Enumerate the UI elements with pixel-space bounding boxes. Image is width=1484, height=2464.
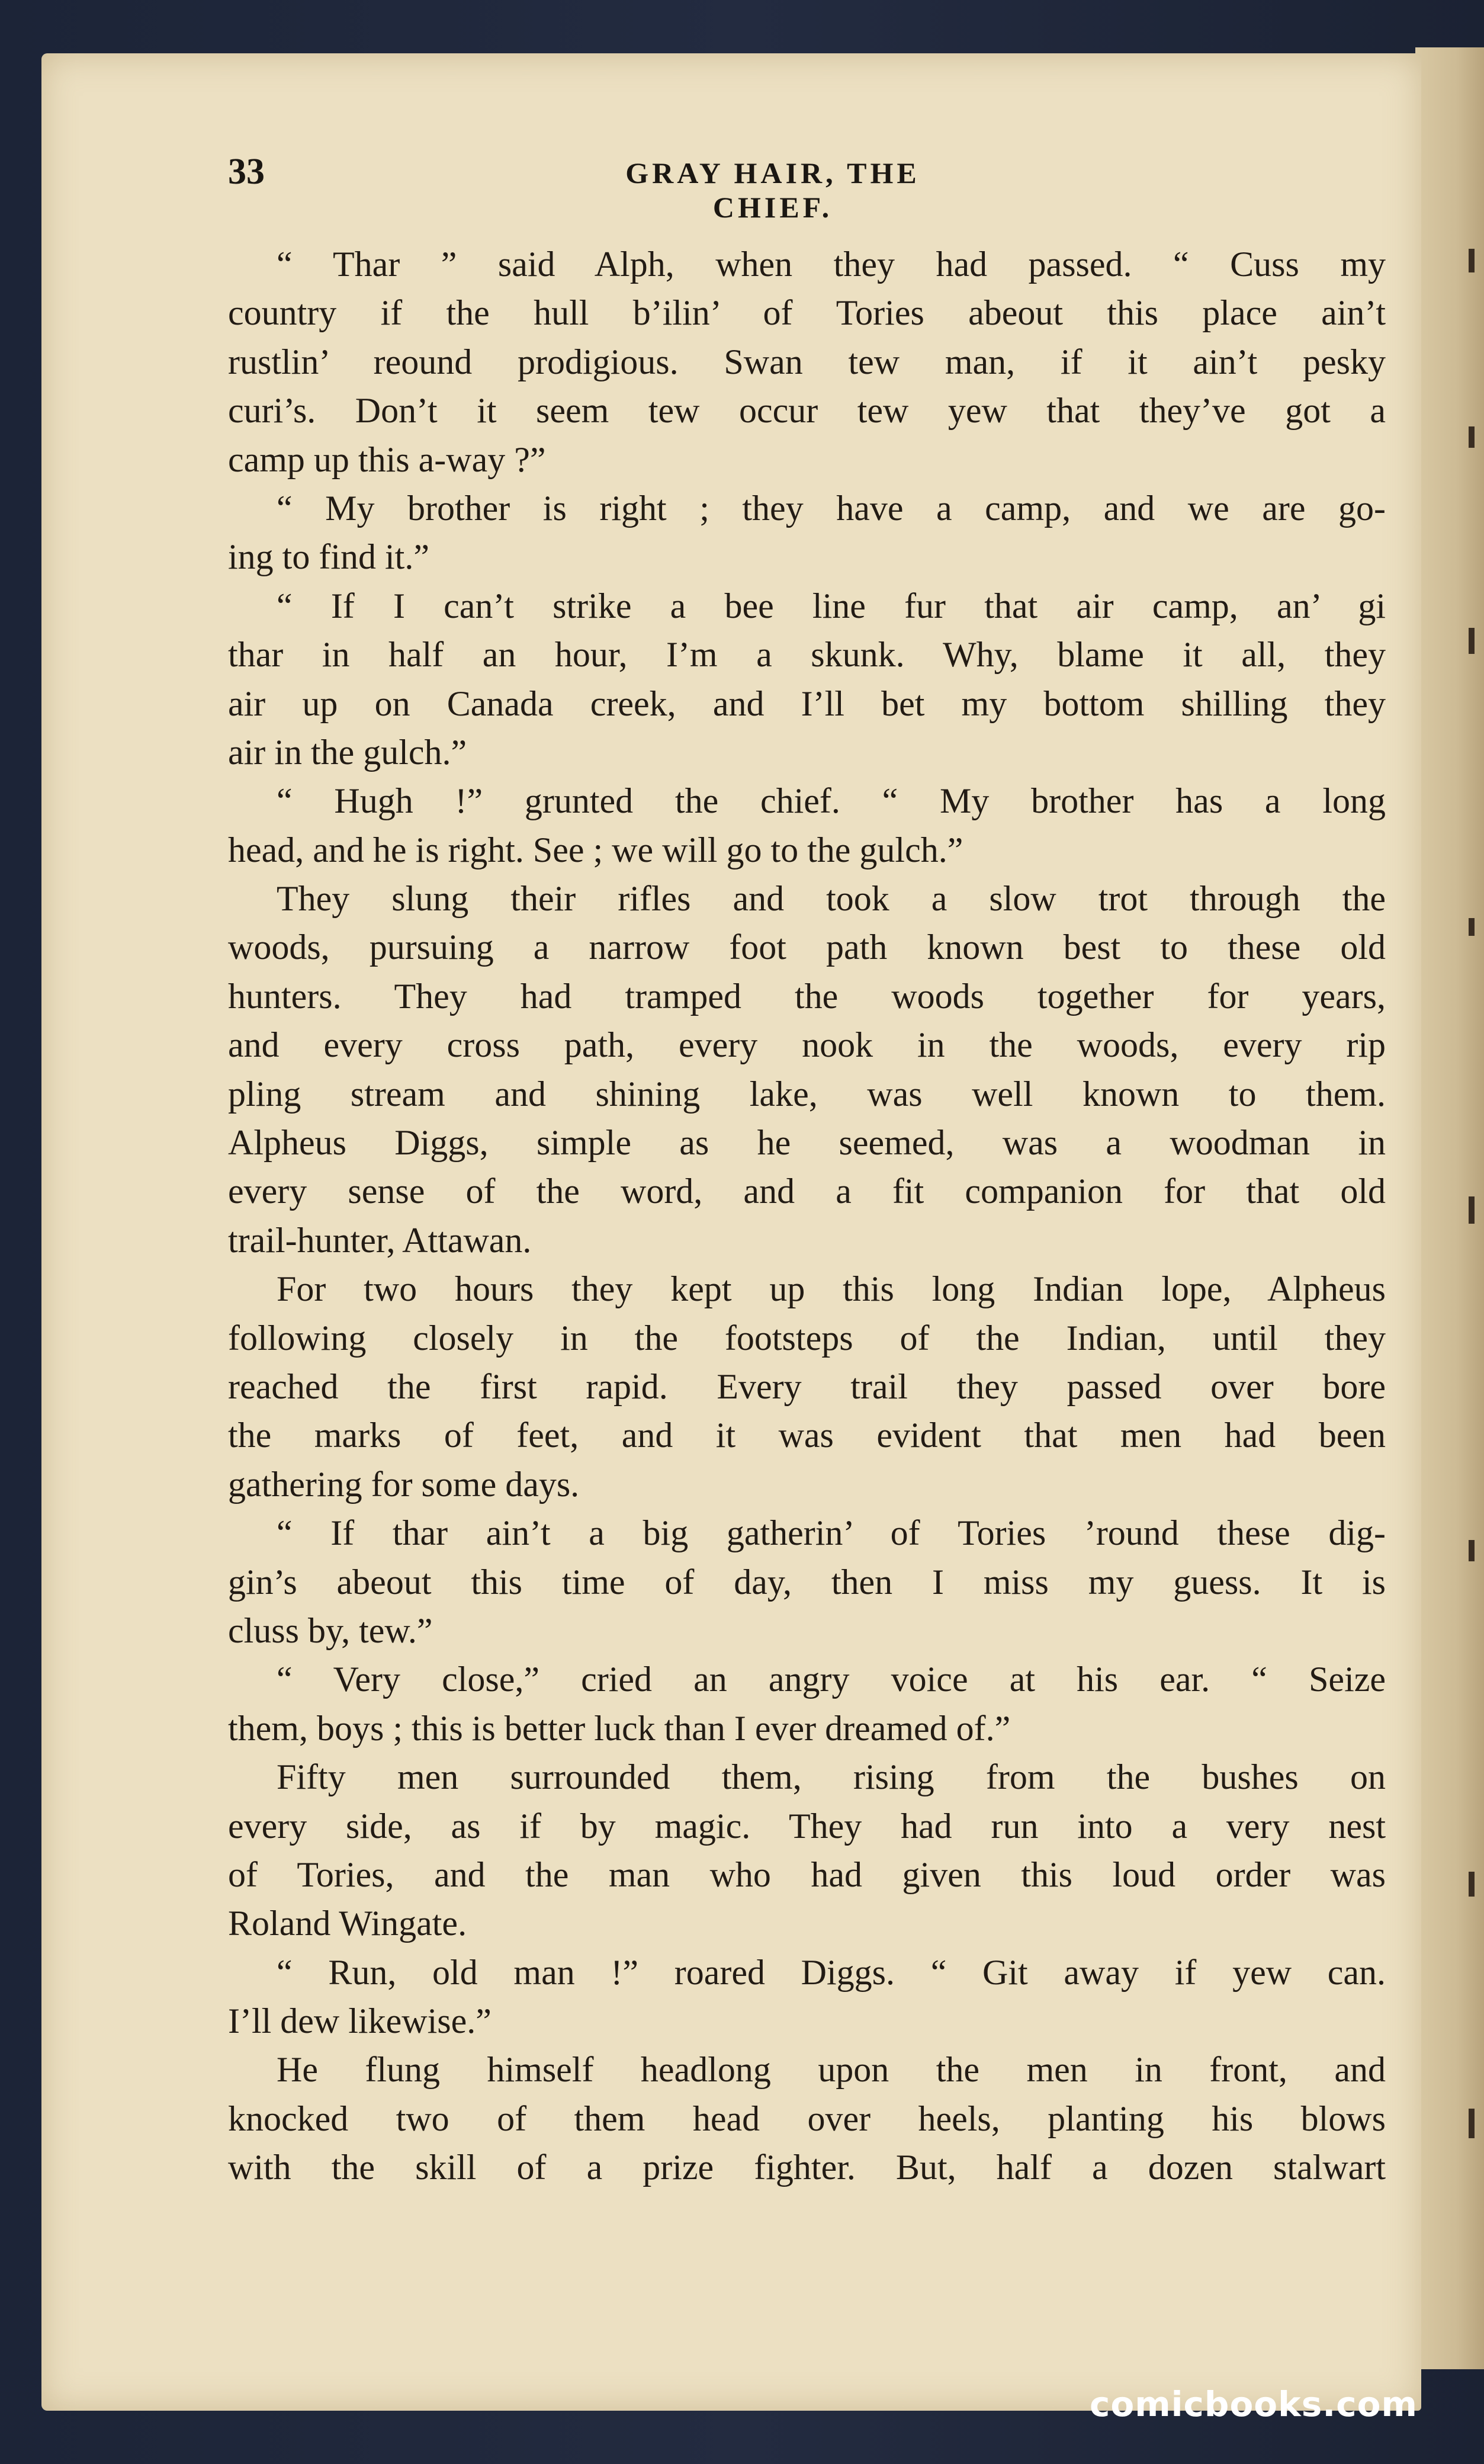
text-line: of Tories, and the man who had given this loud order was bbox=[228, 1855, 1386, 1894]
text-line: “ Hugh !” grunted the chief. “ My brother has a long bbox=[277, 781, 1386, 821]
text-line: thar in half an hour, I’m a skunk. Why, blame it all, they bbox=[228, 635, 1386, 675]
text-line: pling stream and shining lake, was well known to them. bbox=[228, 1074, 1386, 1114]
text-line: every sense of the word, and a fit companion for that old bbox=[228, 1172, 1386, 1211]
page-number: 33 bbox=[228, 152, 265, 192]
next-page-text-fragments bbox=[1421, 178, 1478, 2192]
text-line: hunters. They had tramped the woods together for years, bbox=[228, 976, 1386, 1016]
text-line: Alpheus Diggs, simple as he seemed, was a woodman in bbox=[228, 1123, 1386, 1163]
text-line: “ Run, old man !” roared Diggs. “ Git away if yew can. bbox=[277, 1952, 1386, 1992]
running-head: GRAY HAIR, THE CHIEF. bbox=[625, 156, 920, 224]
text-line: Fifty men surrounded them, rising from the bushes on bbox=[277, 1757, 1386, 1797]
text-line: Roland Wingate. bbox=[228, 1904, 467, 1943]
text-line: He flung himself headlong upon the men in front, and bbox=[277, 2050, 1386, 2090]
text-line: country if the hull b’ilin’ of Tories abeout this place ain’t bbox=[228, 293, 1386, 333]
text-line: following closely in the footsteps of the Indian, until they bbox=[228, 1318, 1386, 1358]
text-line: them, boys ; this is better luck than I ever dreamed of.” bbox=[228, 1708, 1011, 1748]
text-line: “ If thar ain’t a big gatherin’ of Tories ’round these dig- bbox=[277, 1513, 1386, 1553]
text-line: “ If I can’t strike a bee line fur that air camp, an’ gi bbox=[277, 586, 1386, 625]
text-line: air in the gulch.” bbox=[228, 732, 467, 772]
text-line: air up on Canada creek, and I’ll bet my bottom shilling they bbox=[228, 684, 1386, 723]
text-line: head, and he is right. See ; we will go to the gulch.” bbox=[228, 830, 963, 870]
text-line: and every cross path, every nook in the woods, every rip bbox=[228, 1025, 1386, 1065]
text-line: They slung their rifles and took a slow trot through the bbox=[277, 879, 1386, 919]
text-line: camp up this a-way ?” bbox=[228, 439, 546, 479]
text-line: ing to find it.” bbox=[228, 537, 429, 577]
text-line: woods, pursuing a narrow foot path known best to these old bbox=[228, 928, 1386, 967]
text-line: reached the first rapid. Every trail they passed over bore bbox=[228, 1366, 1386, 1406]
body-text bbox=[228, 240, 1386, 2192]
page-header bbox=[228, 151, 1386, 224]
text-line: the marks of feet, and it was evident that men had been bbox=[228, 1416, 1386, 1455]
text-line: curi’s. Don’t it seem tew occur tew yew that they’ve got a bbox=[228, 391, 1386, 431]
text-line: “ Thar ” said Alph, when they had passed. “ Cuss my bbox=[277, 245, 1386, 284]
text-line: “ My brother is right ; they have a camp, and we are go- bbox=[277, 488, 1386, 528]
text-line: with the skill of a prize fighter. But, half a dozen stalwart bbox=[228, 2148, 1386, 2187]
text-line: I’ll dew likewise.” bbox=[228, 2001, 492, 2041]
text-line: “ Very close,” cried an angry voice at his ear. “ Seize bbox=[277, 1660, 1386, 1699]
text-line: trail-hunter, Attawan. bbox=[228, 1220, 532, 1260]
watermark: comicbooks.com bbox=[1090, 2384, 1418, 2424]
text-line: every side, as if by magic. They had run into a very nest bbox=[228, 1806, 1386, 1846]
text-line: cluss by, tew.” bbox=[228, 1610, 433, 1650]
text-line: knocked two of them head over heels, planting his blows bbox=[228, 2099, 1386, 2138]
text-line: rustlin’ reound prodigious. Swan tew man, if it ain’t pesky bbox=[228, 342, 1386, 381]
text-line: For two hours they kept up this long Indian lope, Alpheus bbox=[277, 1269, 1386, 1309]
text-line: gin’s abeout this time of day, then I miss my guess. It is bbox=[228, 1562, 1386, 1602]
text-line: gathering for some days. bbox=[228, 1464, 580, 1504]
